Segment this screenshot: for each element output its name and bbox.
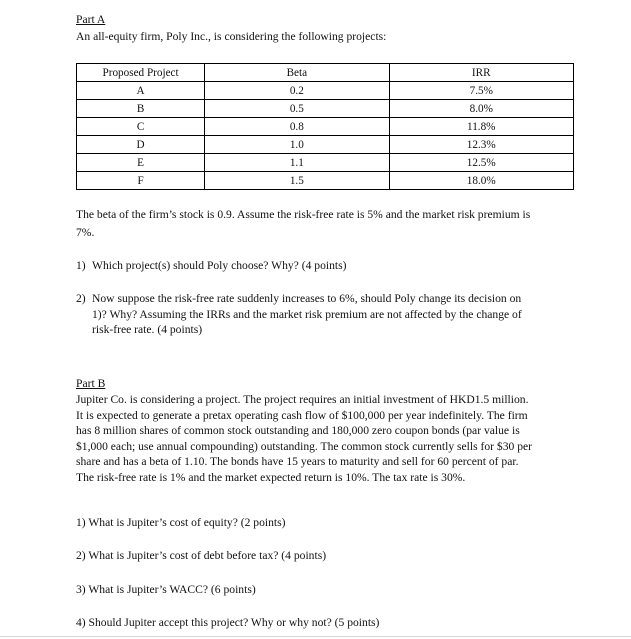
project-cell: F [77, 172, 205, 190]
question-line: risk-free rate. (4 points) [92, 323, 203, 336]
part-b-heading: Part B [76, 377, 106, 390]
paragraph-line: has 8 million shares of common stock outstanding and 180,000 zero coupon bonds (par value is [76, 424, 520, 437]
irr-cell: 18.0% [389, 172, 573, 190]
question-line: Now suppose the risk-free rate suddenly increases to 6%, should Poly change its decision on [92, 292, 522, 305]
projects-table [76, 63, 574, 190]
header-irr: IRR [389, 64, 573, 82]
beta-cell: 1.1 [205, 154, 389, 172]
question-text: Which project(s) should Poly choose? Why? (4 points) [92, 259, 347, 272]
table-row [77, 136, 574, 154]
header-proposed-project: Proposed Project [77, 64, 205, 82]
paragraph-line: The risk-free rate is 1% and the market expected return is 10%. The tax rate is 30%. [76, 470, 466, 484]
irr-cell: 7.5% [389, 82, 573, 100]
page-bottom-divider [0, 636, 631, 637]
header-beta: Beta [205, 64, 389, 82]
project-cell: D [77, 136, 205, 154]
project-cell: A [77, 82, 205, 100]
beta-cell: 1.5 [205, 172, 389, 190]
question-number: 2) [76, 292, 86, 305]
part-b-question-3: 3) What is Jupiter’s WACC? (6 points) [76, 583, 256, 596]
question-number: 1) [76, 259, 86, 272]
beta-line: 7%. [76, 225, 95, 239]
paragraph-line: It is expected to generate a pretax operating cash flow of $100,000 per year indefinitely. The firm [76, 408, 528, 422]
beta-cell: 0.2 [205, 82, 389, 100]
part-a-heading: Part A [76, 13, 106, 26]
table-row [77, 154, 574, 172]
irr-cell: 12.3% [389, 136, 573, 154]
irr-cell: 12.5% [389, 154, 573, 172]
table-header-row [77, 64, 574, 82]
project-cell: B [77, 100, 205, 118]
part-a-intro: An all-equity firm, Poly Inc., is considering the following projects: [76, 30, 387, 43]
beta-cell: 1.0 [205, 136, 389, 154]
part-b-paragraph [76, 392, 580, 485]
table-row [77, 82, 574, 100]
part-b-question-4: 4) Should Jupiter accept this project? Why or why not? (5 points) [76, 616, 380, 629]
table-row [77, 172, 574, 190]
beta-cell: 0.5 [205, 100, 389, 118]
irr-cell: 11.8% [389, 118, 573, 136]
beta-line: The beta of the firm’s stock is 0.9. Assume the risk-free rate is 5% and the market risk premium is [76, 208, 531, 221]
project-cell: E [77, 154, 205, 172]
beta-assumption [76, 207, 580, 240]
beta-cell: 0.8 [205, 118, 389, 136]
part-b-question-1: 1) What is Jupiter’s cost of equity? (2 points) [76, 516, 286, 529]
paragraph-line: $1,000 each; use annual compounding) outstanding. The common stock currently sells for $30 per [76, 439, 533, 453]
project-cell: C [77, 118, 205, 136]
paragraph-line: share and has a beta of 1.10. The bonds have 15 years to maturity and sell for 60 percent of par. [76, 455, 519, 468]
paragraph-line: Jupiter Co. is considering a project. The project requires an initial investment of HKD1.5 million. [76, 393, 529, 406]
irr-cell: 8.0% [389, 100, 573, 118]
part-b-question-2: 2) What is Jupiter’s cost of debt before tax? (4 points) [76, 549, 327, 562]
table-row [77, 118, 574, 136]
table-row [77, 100, 574, 118]
question-line: 1)? Why? Assuming the IRRs and the market risk premium are not affected by the change of [92, 307, 522, 321]
